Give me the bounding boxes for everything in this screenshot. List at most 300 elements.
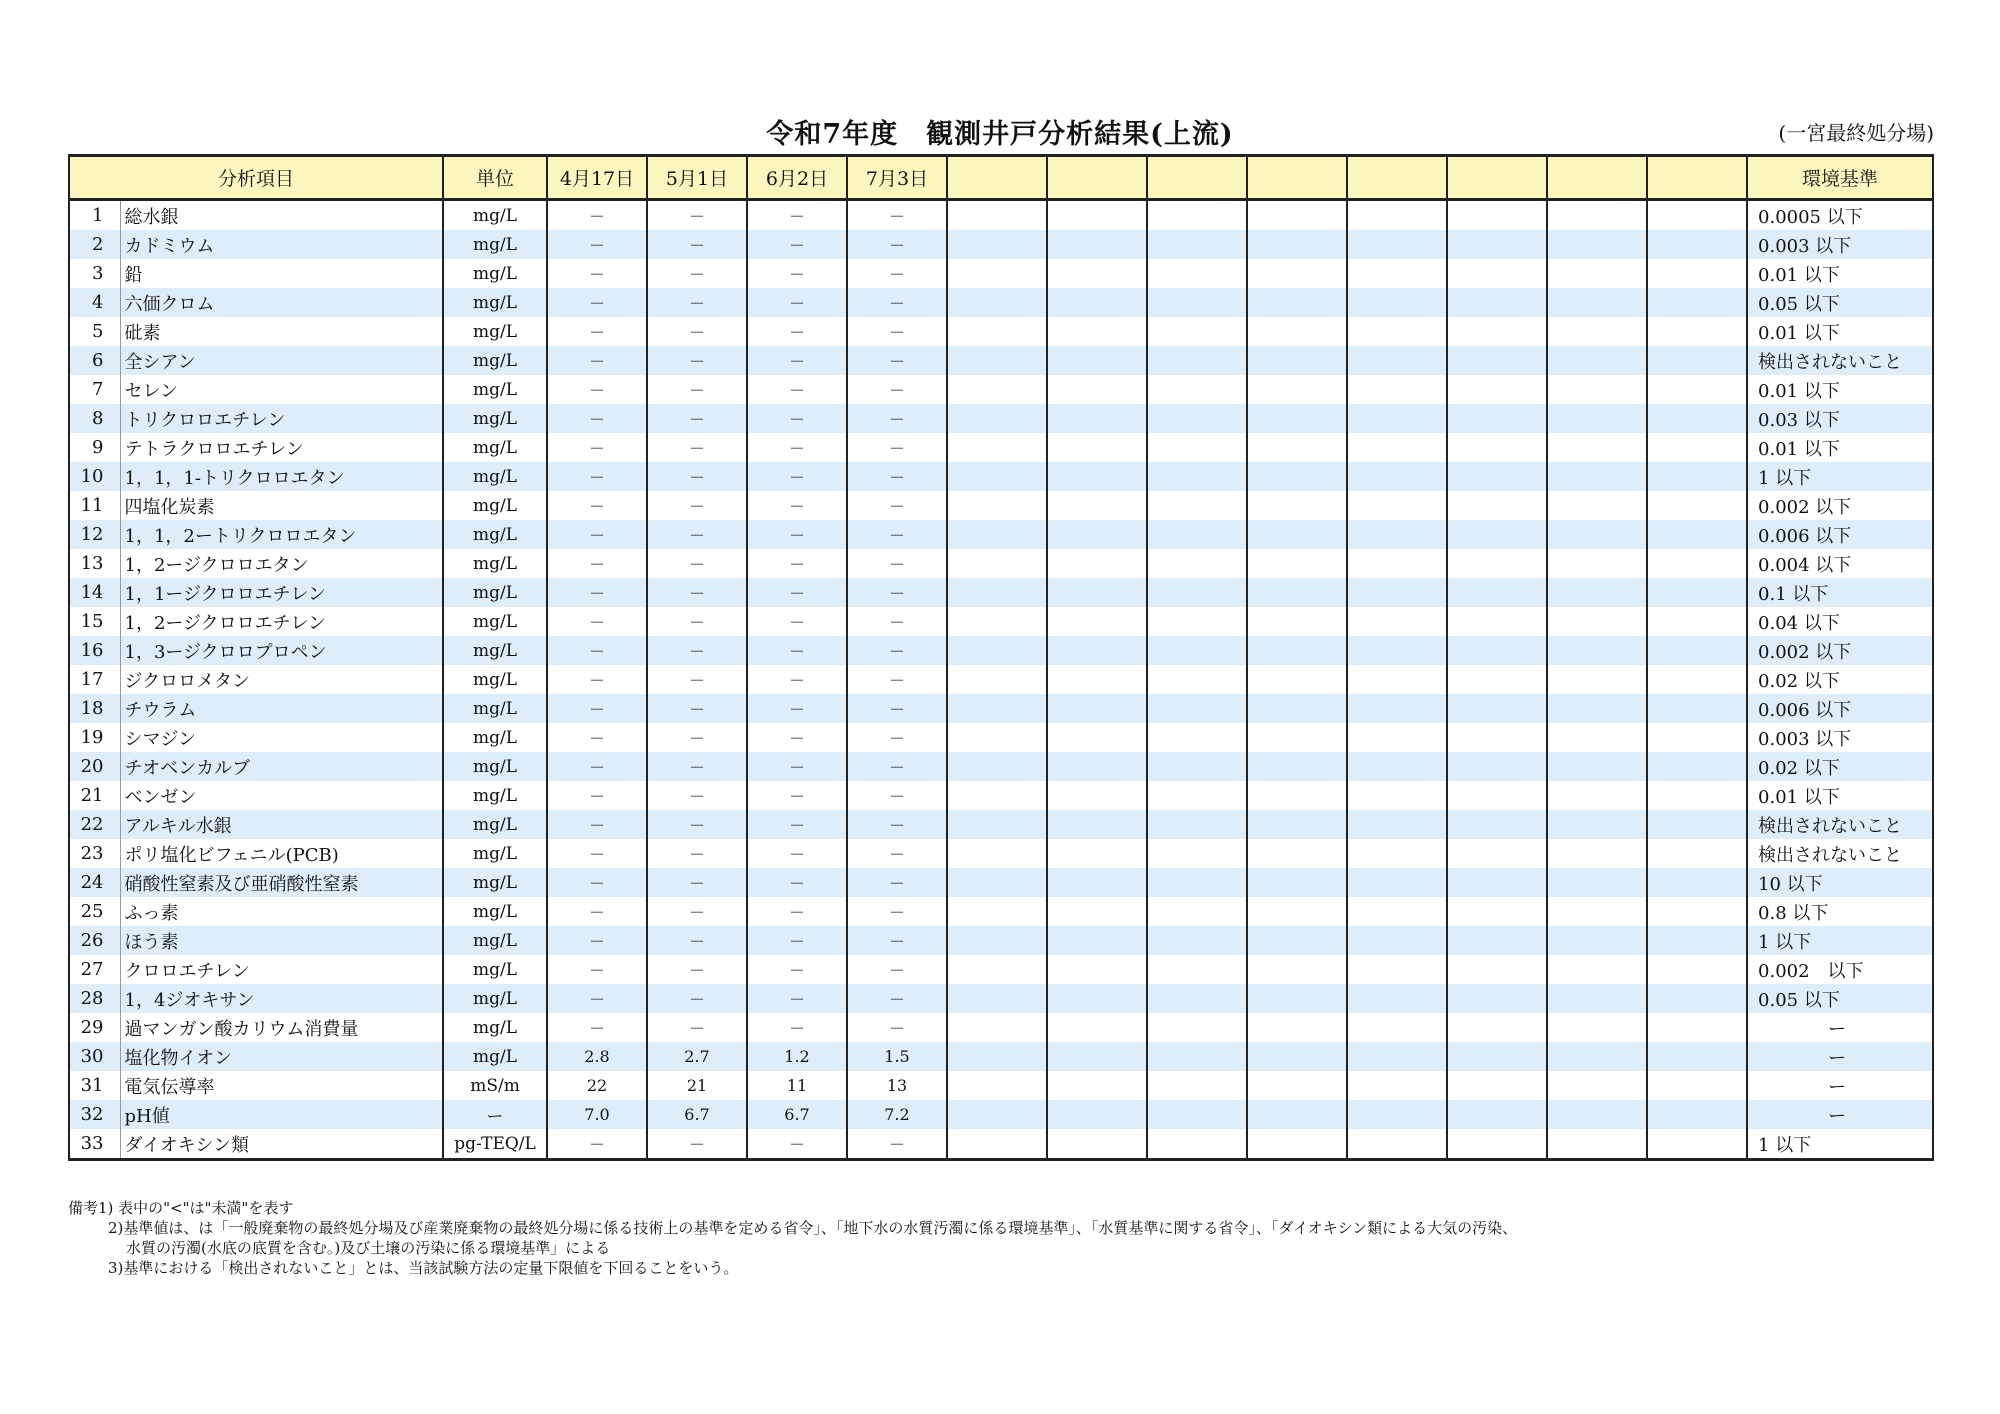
header-date: [1547, 156, 1647, 200]
table-body: [69, 200, 1933, 1160]
row-value: [947, 1042, 1047, 1071]
row-value: [1647, 665, 1747, 694]
header-item: 分析項目: [69, 156, 443, 200]
row-item: 1，1，1-トリクロロエタン: [120, 462, 443, 491]
row-value: －: [847, 868, 947, 897]
row-value: [1547, 404, 1647, 433]
row-value: [1647, 839, 1747, 868]
table-row: [69, 810, 1933, 839]
row-value: [1347, 781, 1447, 810]
row-value: －: [847, 578, 947, 607]
row-item: 全シアン: [120, 346, 443, 375]
row-value: [1447, 694, 1547, 723]
row-value: [1147, 810, 1247, 839]
row-value: [1347, 230, 1447, 259]
table-row: [69, 491, 1933, 520]
row-value: －: [847, 607, 947, 636]
row-value: [947, 607, 1047, 636]
row-value: [1547, 433, 1647, 462]
row-value: [1547, 868, 1647, 897]
row-unit: mg/L: [443, 549, 547, 578]
header-date: 6月2日: [747, 156, 847, 200]
row-value: －: [547, 897, 647, 926]
row-value: [1447, 230, 1547, 259]
row-number: 32: [69, 1100, 120, 1129]
row-value: －: [747, 926, 847, 955]
row-value: －: [547, 984, 647, 1013]
row-unit: mg/L: [443, 259, 547, 288]
row-value: [1347, 636, 1447, 665]
row-value: [1247, 607, 1347, 636]
row-item: 砒素: [120, 317, 443, 346]
row-value: [1347, 404, 1447, 433]
row-standard: 0.05 以下: [1747, 288, 1933, 317]
row-value: 6.7: [747, 1100, 847, 1129]
row-value: －: [547, 1013, 647, 1042]
row-value: －: [547, 404, 647, 433]
row-value: －: [647, 549, 747, 578]
row-value: －: [747, 375, 847, 404]
row-value: [1447, 578, 1547, 607]
row-value: [1647, 230, 1747, 259]
row-value: [1347, 868, 1447, 897]
note-2: 2)基準値は、は「一般廃棄物の最終処分場及び産業廃棄物の最終処分場に係る技術上の基準を定める省令」、「地下水の水質汚濁に係る環境基準」、「水質基準に関する省令」、「ダイオキシン類による大気の汚染、: [108, 1219, 1518, 1237]
row-value: －: [547, 781, 647, 810]
row-unit: mg/L: [443, 694, 547, 723]
row-value: [1447, 520, 1547, 549]
row-unit: mg/L: [443, 230, 547, 259]
row-standard: 1 以下: [1747, 1129, 1933, 1160]
row-value: [1047, 346, 1147, 375]
row-value: 13: [847, 1071, 947, 1100]
table-row: [69, 665, 1933, 694]
row-value: －: [647, 839, 747, 868]
row-value: －: [747, 984, 847, 1013]
row-value: [1647, 694, 1747, 723]
row-value: [1047, 636, 1147, 665]
row-value: [947, 375, 1047, 404]
row-value: －: [647, 781, 747, 810]
row-value: －: [647, 897, 747, 926]
row-value: －: [547, 433, 647, 462]
row-value: [1147, 926, 1247, 955]
row-value: －: [847, 955, 947, 984]
row-item: ふっ素: [120, 897, 443, 926]
row-value: [1647, 520, 1747, 549]
row-value: [1147, 230, 1247, 259]
row-value: －: [647, 317, 747, 346]
row-value: [947, 868, 1047, 897]
row-item: pH値: [120, 1100, 443, 1129]
row-value: [947, 984, 1047, 1013]
row-value: [1647, 1013, 1747, 1042]
row-value: [1347, 578, 1447, 607]
row-standard: 0.03 以下: [1747, 404, 1933, 433]
row-value: [1647, 346, 1747, 375]
row-value: [1447, 549, 1547, 578]
row-value: [1247, 462, 1347, 491]
row-value: [1047, 230, 1147, 259]
row-value: [1547, 810, 1647, 839]
row-value: －: [547, 955, 647, 984]
row-value: [1347, 346, 1447, 375]
row-unit: mg/L: [443, 346, 547, 375]
row-value: [947, 665, 1047, 694]
row-value: －: [547, 346, 647, 375]
row-value: [1147, 317, 1247, 346]
row-value: 7.2: [847, 1100, 947, 1129]
row-value: [1647, 317, 1747, 346]
row-value: [1147, 462, 1247, 491]
header-date: [947, 156, 1047, 200]
row-value: [1247, 375, 1347, 404]
row-value: －: [647, 926, 747, 955]
row-value: [1247, 897, 1347, 926]
row-value: [947, 346, 1047, 375]
row-value: [1147, 288, 1247, 317]
row-value: －: [847, 1013, 947, 1042]
row-number: 27: [69, 955, 120, 984]
row-value: [1147, 955, 1247, 984]
row-standard: ー: [1747, 1071, 1933, 1100]
row-standard: 検出されないこと: [1747, 346, 1933, 375]
row-value: [947, 200, 1047, 231]
row-value: 21: [647, 1071, 747, 1100]
row-value: －: [747, 897, 847, 926]
row-item: 過マンガン酸カリウム消費量: [120, 1013, 443, 1042]
table-row: [69, 520, 1933, 549]
row-unit: mg/L: [443, 955, 547, 984]
table-row: [69, 375, 1933, 404]
row-value: －: [847, 694, 947, 723]
row-number: 8: [69, 404, 120, 433]
row-number: 29: [69, 1013, 120, 1042]
row-value: [1447, 404, 1547, 433]
row-value: [1247, 984, 1347, 1013]
row-value: [1247, 520, 1347, 549]
row-standard: 0.04 以下: [1747, 607, 1933, 636]
row-value: －: [747, 1129, 847, 1160]
row-value: －: [647, 607, 747, 636]
row-value: [1647, 200, 1747, 231]
table-row: [69, 578, 1933, 607]
row-value: [947, 897, 1047, 926]
row-value: [1147, 200, 1247, 231]
row-value: －: [847, 462, 947, 491]
row-value: [1547, 1013, 1647, 1042]
row-value: [1647, 636, 1747, 665]
row-value: －: [547, 578, 647, 607]
row-value: [1447, 810, 1547, 839]
row-value: －: [547, 317, 647, 346]
row-value: 1.5: [847, 1042, 947, 1071]
row-unit: mg/L: [443, 317, 547, 346]
row-value: [1247, 1013, 1347, 1042]
row-standard: 0.02 以下: [1747, 752, 1933, 781]
row-value: －: [547, 839, 647, 868]
row-value: [1247, 317, 1347, 346]
row-value: [1347, 665, 1447, 694]
row-value: －: [647, 259, 747, 288]
row-value: －: [847, 984, 947, 1013]
row-value: [1447, 462, 1547, 491]
row-value: [1647, 868, 1747, 897]
row-value: [947, 926, 1047, 955]
header-date: [1047, 156, 1147, 200]
row-item: チオベンカルブ: [120, 752, 443, 781]
row-value: [1247, 200, 1347, 231]
row-number: 12: [69, 520, 120, 549]
table-row: [69, 868, 1933, 897]
row-value: [1147, 694, 1247, 723]
row-value: [1147, 1100, 1247, 1129]
header-unit: 単位: [443, 156, 547, 200]
table-row: [69, 317, 1933, 346]
header-date: 5月1日: [647, 156, 747, 200]
row-value: [1547, 636, 1647, 665]
row-value: [1647, 288, 1747, 317]
row-value: [947, 752, 1047, 781]
row-value: [1147, 346, 1247, 375]
row-value: [1147, 1013, 1247, 1042]
row-value: [1347, 897, 1447, 926]
row-item: カドミウム: [120, 230, 443, 259]
row-value: [1047, 839, 1147, 868]
row-value: －: [847, 926, 947, 955]
row-value: [947, 578, 1047, 607]
row-value: [1047, 810, 1147, 839]
row-standard: 0.1 以下: [1747, 578, 1933, 607]
row-item: テトラクロロエチレン: [120, 433, 443, 462]
row-value: 2.7: [647, 1042, 747, 1071]
row-value: [1547, 520, 1647, 549]
row-value: [1347, 839, 1447, 868]
row-item: 1，3ージクロロプロペン: [120, 636, 443, 665]
row-value: [1047, 549, 1147, 578]
row-value: [1047, 578, 1147, 607]
row-value: [1147, 1129, 1247, 1160]
row-item: クロロエチレン: [120, 955, 443, 984]
row-value: [947, 636, 1047, 665]
row-value: －: [547, 375, 647, 404]
row-value: －: [547, 926, 647, 955]
row-value: －: [747, 868, 847, 897]
table-row: [69, 926, 1933, 955]
row-value: [1347, 752, 1447, 781]
row-value: －: [747, 665, 847, 694]
row-value: －: [647, 346, 747, 375]
row-unit: mg/L: [443, 288, 547, 317]
row-value: [1447, 288, 1547, 317]
row-value: [1147, 665, 1247, 694]
row-value: －: [647, 404, 747, 433]
row-value: －: [547, 1129, 647, 1160]
row-value: －: [847, 200, 947, 231]
row-value: [1447, 375, 1547, 404]
row-value: [1447, 607, 1547, 636]
row-item: 塩化物イオン: [120, 1042, 443, 1071]
header-date: [1647, 156, 1747, 200]
row-standard: 0.002 以下: [1747, 491, 1933, 520]
row-value: [1347, 810, 1447, 839]
row-value: [1647, 723, 1747, 752]
row-value: [947, 1013, 1047, 1042]
table-row: [69, 752, 1933, 781]
row-value: [1347, 723, 1447, 752]
row-number: 17: [69, 665, 120, 694]
row-value: －: [647, 200, 747, 231]
row-unit: mg/L: [443, 520, 547, 549]
row-value: [947, 404, 1047, 433]
row-value: [1547, 665, 1647, 694]
row-value: －: [747, 520, 847, 549]
row-value: [1047, 694, 1147, 723]
row-value: [1547, 549, 1647, 578]
row-value: －: [647, 723, 747, 752]
row-value: [1247, 636, 1347, 665]
row-value: [1447, 317, 1547, 346]
row-standard: 0.003 以下: [1747, 230, 1933, 259]
row-number: 31: [69, 1071, 120, 1100]
row-value: [1147, 1042, 1247, 1071]
row-value: [1047, 259, 1147, 288]
row-value: －: [747, 578, 847, 607]
site-name: (一宮最終処分場): [1778, 121, 1934, 145]
row-value: [1547, 230, 1647, 259]
row-value: [1547, 723, 1647, 752]
row-value: －: [747, 1013, 847, 1042]
row-standard: 0.002 以下: [1747, 955, 1933, 984]
row-value: [1447, 1129, 1547, 1160]
header-date: [1447, 156, 1547, 200]
row-standard: ー: [1747, 1042, 1933, 1071]
row-value: [1647, 897, 1747, 926]
row-standard: 0.006 以下: [1747, 694, 1933, 723]
row-value: －: [747, 752, 847, 781]
row-unit: mg/L: [443, 1013, 547, 1042]
row-value: [1647, 259, 1747, 288]
row-value: [1547, 1100, 1647, 1129]
row-value: －: [847, 433, 947, 462]
row-number: 1: [69, 200, 120, 231]
row-value: [1147, 549, 1247, 578]
row-value: [1247, 694, 1347, 723]
row-value: －: [547, 868, 647, 897]
row-value: [1347, 926, 1447, 955]
row-value: [1247, 549, 1347, 578]
row-value: －: [647, 433, 747, 462]
row-value: [1347, 1013, 1447, 1042]
row-number: 4: [69, 288, 120, 317]
table-row: [69, 1071, 1933, 1100]
row-unit: ー: [443, 1100, 547, 1129]
row-unit: mg/L: [443, 433, 547, 462]
row-value: －: [847, 491, 947, 520]
row-value: [1447, 665, 1547, 694]
row-value: [1247, 578, 1347, 607]
row-value: [1247, 781, 1347, 810]
row-item: ベンゼン: [120, 781, 443, 810]
row-value: [1047, 955, 1147, 984]
row-value: [1547, 346, 1647, 375]
table-row: [69, 200, 1933, 231]
row-value: －: [547, 288, 647, 317]
row-value: [1147, 520, 1247, 549]
row-item: 六価クロム: [120, 288, 443, 317]
header-date: 7月3日: [847, 156, 947, 200]
table-row: [69, 259, 1933, 288]
table-row: [69, 897, 1933, 926]
row-value: －: [547, 752, 647, 781]
row-value: [947, 433, 1047, 462]
row-value: －: [547, 230, 647, 259]
row-value: [1547, 491, 1647, 520]
row-value: [1347, 375, 1447, 404]
row-value: [1047, 752, 1147, 781]
row-value: －: [747, 288, 847, 317]
row-value: [1247, 839, 1347, 868]
row-value: －: [747, 230, 847, 259]
row-number: 33: [69, 1129, 120, 1160]
row-item: 硝酸性窒素及び亜硝酸性窒素: [120, 868, 443, 897]
row-standard: ー: [1747, 1013, 1933, 1042]
row-value: [1147, 752, 1247, 781]
row-unit: mg/L: [443, 578, 547, 607]
row-value: [1547, 897, 1647, 926]
row-value: [1547, 781, 1647, 810]
row-value: [1347, 955, 1447, 984]
row-number: 10: [69, 462, 120, 491]
row-value: [1047, 1100, 1147, 1129]
row-value: [1347, 549, 1447, 578]
row-value: [1647, 375, 1747, 404]
row-value: [1547, 317, 1647, 346]
table-row: [69, 288, 1933, 317]
row-value: －: [747, 317, 847, 346]
row-number: 13: [69, 549, 120, 578]
row-standard: 0.01 以下: [1747, 375, 1933, 404]
row-item: 鉛: [120, 259, 443, 288]
row-value: [1547, 462, 1647, 491]
table-row: [69, 1100, 1933, 1129]
table-row: [69, 1129, 1933, 1160]
row-standard: 1 以下: [1747, 462, 1933, 491]
header-standard: 環境基準: [1747, 156, 1933, 200]
row-value: [947, 491, 1047, 520]
row-value: －: [847, 636, 947, 665]
row-value: [1147, 433, 1247, 462]
row-value: －: [647, 230, 747, 259]
row-value: －: [747, 955, 847, 984]
row-value: [1547, 926, 1647, 955]
row-value: 1.2: [747, 1042, 847, 1071]
row-number: 20: [69, 752, 120, 781]
row-value: [1447, 781, 1547, 810]
row-unit: mg/L: [443, 926, 547, 955]
row-value: [1047, 433, 1147, 462]
row-unit: mg/L: [443, 810, 547, 839]
row-value: [1047, 288, 1147, 317]
row-value: [1647, 578, 1747, 607]
row-value: －: [747, 723, 847, 752]
row-value: [1047, 317, 1147, 346]
row-standard: 10 以下: [1747, 868, 1933, 897]
row-number: 15: [69, 607, 120, 636]
row-value: －: [747, 549, 847, 578]
row-number: 2: [69, 230, 120, 259]
row-value: [1047, 665, 1147, 694]
row-unit: mg/L: [443, 607, 547, 636]
